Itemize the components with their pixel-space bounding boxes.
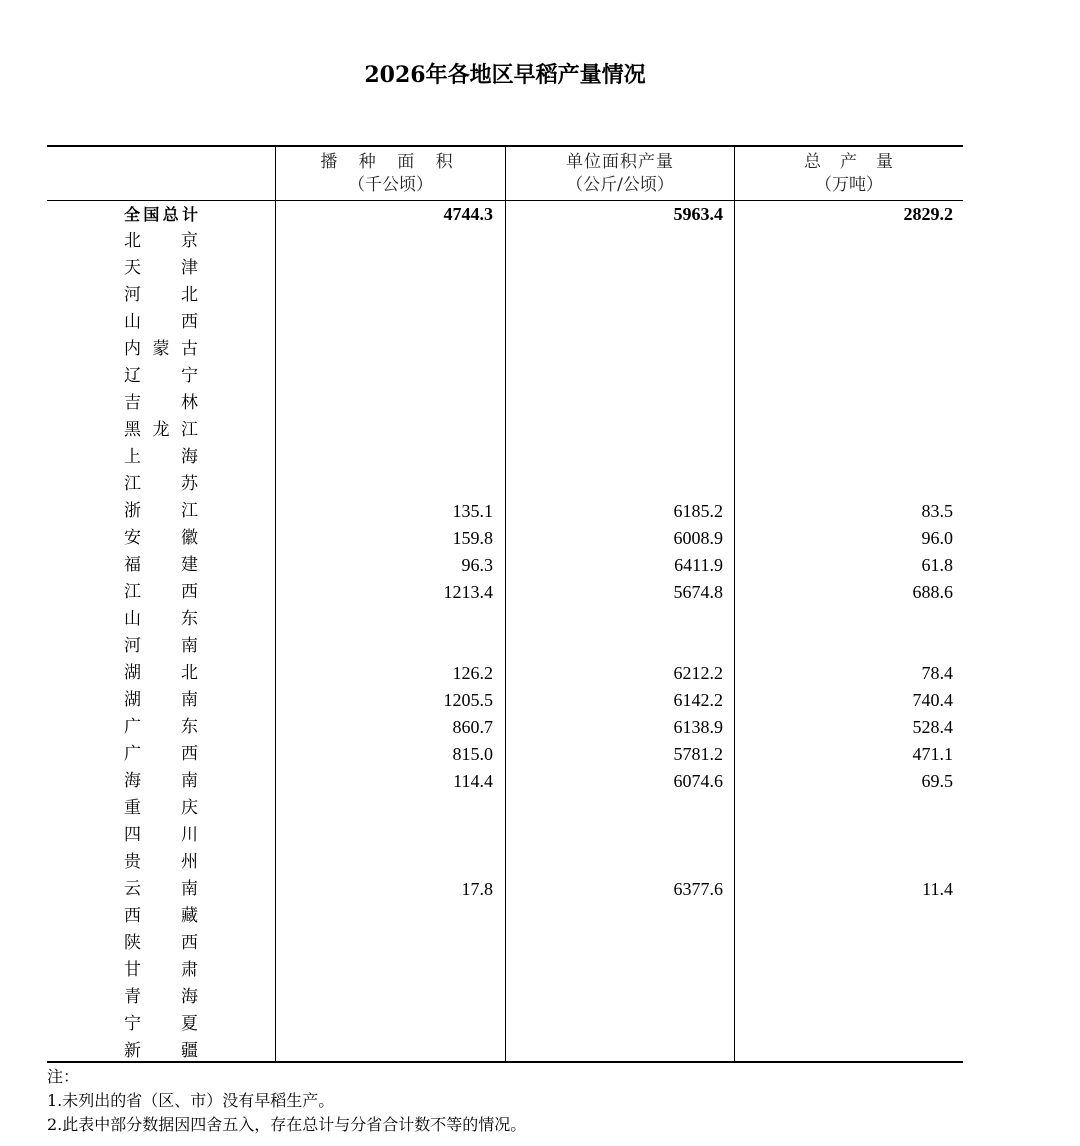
data-table [47, 201, 963, 1065]
table-row [47, 660, 963, 687]
total-output-value: 61.8 [921, 555, 953, 575]
yield-per-area-value: 6212.2 [673, 663, 723, 683]
region-name: 西藏 [124, 906, 198, 926]
column-header-label: 单位面积产量 [566, 152, 674, 172]
yield-per-area-value: 6138.9 [673, 717, 723, 737]
region-name: 甘肃 [124, 960, 198, 980]
sown-area-value: 4744.3 [443, 204, 493, 224]
column-header-unit: （公斤/公顷） [566, 175, 674, 195]
sown-area-value: 114.4 [453, 771, 493, 791]
region-name: 新疆 [124, 1041, 198, 1061]
yield-per-area-value: 6185.2 [673, 501, 723, 521]
sown-area-value: 1205.5 [443, 690, 493, 710]
yield-per-area-value: 6142.2 [673, 690, 723, 710]
column-header-unit: （千公顷） [348, 175, 433, 195]
yield-per-area-value: 5674.8 [673, 582, 723, 602]
note-item: 1.未列出的省（区、市）没有早稻生产。 [47, 1091, 335, 1110]
yield-per-area-value: 6074.6 [673, 771, 723, 791]
table-row [47, 768, 963, 795]
table-row [47, 714, 963, 741]
region-name: 陕西 [124, 933, 198, 953]
table-row [47, 255, 963, 282]
region-name: 山东 [124, 609, 198, 629]
region-name: 青海 [124, 987, 198, 1007]
region-name: 天津 [124, 258, 198, 278]
column-header-label: 总 产 量 [804, 152, 894, 172]
sown-area-value: 135.1 [452, 501, 493, 521]
table-row [47, 876, 963, 903]
region-name: 云南 [124, 879, 198, 899]
sown-area-value: 159.8 [452, 528, 493, 548]
table-row [47, 552, 963, 579]
table-row [47, 1038, 963, 1065]
total-output-value: 2829.2 [903, 204, 953, 224]
total-output-value: 96.0 [921, 528, 953, 548]
sown-area-value: 1213.4 [443, 582, 493, 602]
yield-per-area-value: 6008.9 [673, 528, 723, 548]
region-name: 广西 [124, 744, 198, 764]
column-header-label: 播 种 面 积 [320, 152, 461, 172]
region-name: 福建 [124, 555, 198, 575]
column-header-output [735, 148, 963, 200]
table-row [47, 930, 963, 957]
table-row [47, 957, 963, 984]
note-item: 2.此表中部分数据因四舍五入，存在总计与分省合计数不等的情况。 [47, 1115, 527, 1134]
yield-per-area-value: 6411.9 [674, 555, 723, 575]
table-row [47, 444, 963, 471]
table-row [47, 417, 963, 444]
total-output-value: 78.4 [921, 663, 953, 683]
total-output-value: 471.1 [912, 744, 953, 764]
table-row [47, 903, 963, 930]
page-title: 2026年各地区早稻产量情况 [364, 62, 646, 88]
sown-area-value: 126.2 [452, 663, 493, 683]
notes-heading: 注： [47, 1067, 80, 1086]
region-name: 江西 [124, 582, 198, 602]
region-name: 广东 [124, 717, 198, 737]
column-header-yield [506, 148, 734, 200]
table-row [47, 687, 963, 714]
table-row [47, 606, 963, 633]
region-name: 黑龙江 [124, 420, 198, 440]
total-output-value: 69.5 [921, 771, 953, 791]
column-header-area [276, 148, 505, 200]
region-name: 全国总计 [124, 205, 198, 224]
region-name: 吉林 [124, 393, 198, 413]
sown-area-value: 96.3 [461, 555, 493, 575]
table-row [47, 579, 963, 606]
region-name: 山西 [124, 312, 198, 332]
region-name: 湖南 [124, 690, 198, 710]
table-row [47, 309, 963, 336]
sown-area-value: 815.0 [452, 744, 493, 764]
column-header-unit: （万吨） [815, 175, 883, 195]
region-name: 内蒙古 [124, 339, 198, 359]
region-name: 浙江 [124, 501, 198, 521]
region-name: 安徽 [124, 528, 198, 548]
total-output-value: 740.4 [912, 690, 953, 710]
table-row [47, 390, 963, 417]
region-name: 江苏 [124, 474, 198, 494]
table-row [47, 471, 963, 498]
total-output-value: 688.6 [912, 582, 953, 602]
region-name: 重庆 [124, 798, 198, 818]
sown-area-value: 17.8 [461, 879, 493, 899]
table-total-row [47, 201, 963, 228]
table-row [47, 228, 963, 255]
table-row [47, 741, 963, 768]
region-name: 河南 [124, 636, 198, 656]
table-row [47, 282, 963, 309]
region-name: 贵州 [124, 852, 198, 872]
table-row [47, 363, 963, 390]
region-name: 北京 [124, 231, 198, 251]
table-row [47, 525, 963, 552]
table-row [47, 984, 963, 1011]
total-output-value: 11.4 [922, 879, 953, 899]
yield-per-area-value: 5963.4 [673, 204, 723, 224]
notes [47, 1065, 526, 1137]
region-name: 河北 [124, 285, 198, 305]
region-name: 四川 [124, 825, 198, 845]
region-name: 海南 [124, 771, 198, 791]
table-row [47, 633, 963, 660]
region-name: 湖北 [124, 663, 198, 683]
table-row [47, 1011, 963, 1038]
sown-area-value: 860.7 [452, 717, 493, 737]
table-row [47, 849, 963, 876]
total-output-value: 83.5 [921, 501, 953, 521]
region-name: 辽宁 [124, 366, 198, 386]
yield-per-area-value: 6377.6 [673, 879, 723, 899]
table-row [47, 822, 963, 849]
table-row [47, 336, 963, 363]
region-name: 宁夏 [124, 1014, 198, 1034]
region-name: 上海 [124, 447, 198, 467]
total-output-value: 528.4 [912, 717, 953, 737]
table-row [47, 795, 963, 822]
yield-per-area-value: 5781.2 [673, 744, 723, 764]
table-row [47, 498, 963, 525]
